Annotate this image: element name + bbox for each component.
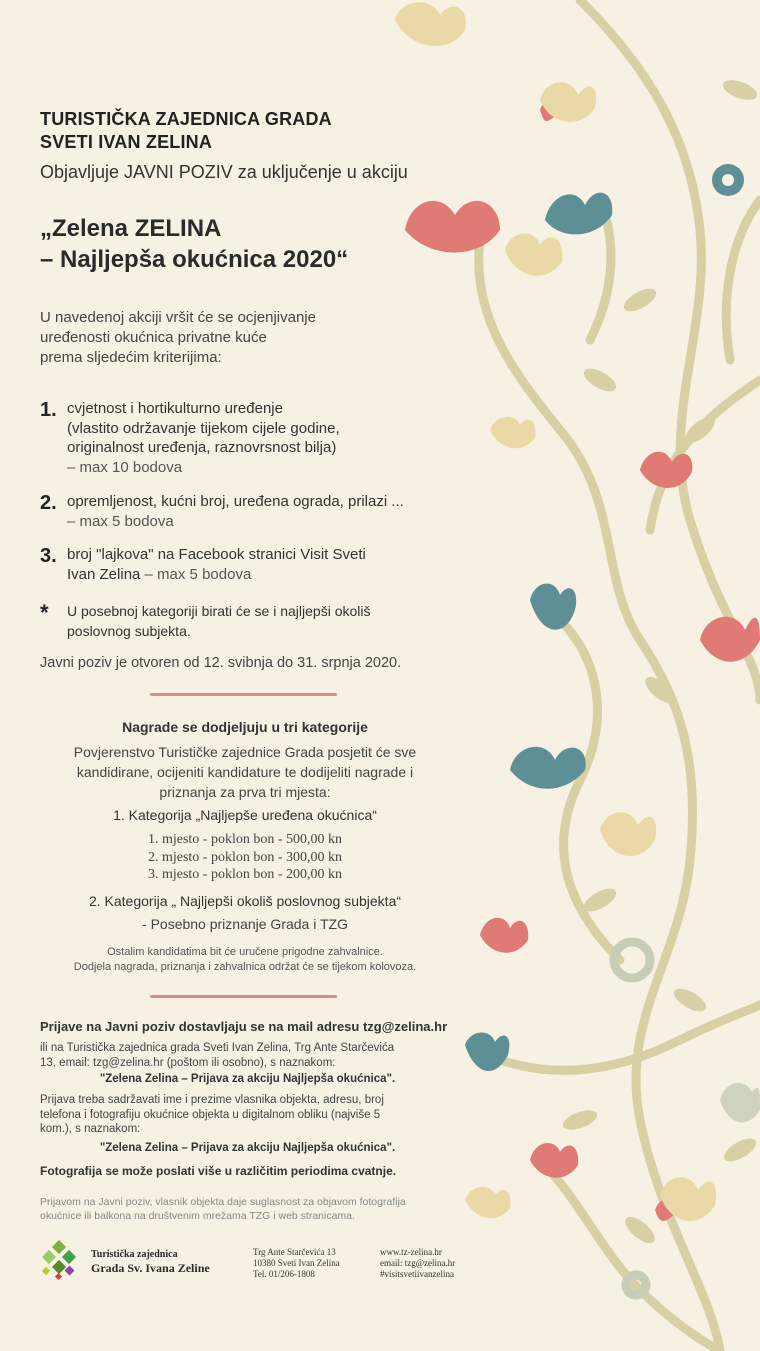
deadline-text: Javni poziv je otvoren od 12. svibnja do 31. srpnja 2020. xyxy=(40,655,402,671)
awards-description-line: priznanja za prva tri mjesta: xyxy=(159,784,331,800)
footer-address xyxy=(253,1247,340,1280)
asterisk-icon: * xyxy=(40,600,49,625)
logo-text xyxy=(91,1249,210,1275)
criterion-number: 3. xyxy=(40,545,57,567)
criterion-special xyxy=(40,601,460,641)
criterion-text: poslovnog subjekta. xyxy=(67,623,191,639)
organization-title xyxy=(40,108,332,154)
application-email-line: Prijave na Javni poziv dostavljaju se na mail adresu tzg@zelina.hr xyxy=(40,1019,448,1034)
awards-description-line: kandidirane, ocijeniti kandidature te dodijeliti nagrade i xyxy=(76,764,414,780)
application-requirements-line: Prijava treba sadržavati ime i prezime vlasnika objekta, adresu, broj xyxy=(40,1094,384,1106)
footer-website-link[interactable]: www.tz-zelina.hr xyxy=(380,1247,442,1257)
organization-title-line2: SVETI IVAN ZELINA xyxy=(40,132,213,152)
category-2-title: 2. Kategorija „ Najljepši okoliš poslovnog subjekta“ xyxy=(88,893,402,909)
place-prize: 1. mjesto - poklon bon - 500,00 kn xyxy=(147,832,343,847)
awards-description xyxy=(35,742,455,802)
consent-line: okućnice ili balkona na društvenim mrežama TZG i web stranicama. xyxy=(40,1209,355,1222)
awards-note-line: Dodjela nagrada, priznanja i zahvalnica održat će se tijekom kolovoza. xyxy=(73,960,417,973)
criterion-points: – max 10 bodova xyxy=(67,458,183,476)
action-title-line1: „Zelena ZELINA xyxy=(40,215,222,242)
application-requirements xyxy=(40,1093,455,1137)
criterion-points: – max 5 bodova xyxy=(144,565,252,583)
awards-description-line: Povjerenstvo Turističke zajednice Grada posjetit će sve xyxy=(73,744,417,760)
intro-line: U navedenoj akciji vršit će se ocjenjivanje xyxy=(40,309,316,326)
intro-line: uređenosti okućnica privatne kuće xyxy=(40,329,267,346)
place-prize: 2. mjesto - poklon bon - 300,00 kn xyxy=(147,849,343,865)
footer-address-line: 10380 Sveti Ivan Zelina xyxy=(253,1258,340,1268)
criterion-text: U posebnoj kategoriji birati će se i najljepši okoliš xyxy=(67,603,371,619)
criterion-text: Ivan Zelina xyxy=(67,565,141,583)
application-address xyxy=(40,1041,455,1070)
application-address-line: 13, email: tzg@zelina.hr (poštom ili osobno), s naznakom: xyxy=(40,1056,336,1069)
action-title-line2: – Najljepša okućnica 2020“ xyxy=(40,246,349,273)
criterion-text: opremljenost, kućni broj, uređena ograda, prilazi ... xyxy=(67,493,404,510)
footer-email-link[interactable]: email: tzg@zelina.hr xyxy=(380,1258,456,1268)
consent-line: Prijavom na Javni poziv, vlasnik objekta daje suglasnost za objavom fotografija xyxy=(40,1196,406,1208)
category-2-prize: - Posebno priznanje Grada i TZG xyxy=(142,916,348,932)
criterion-number: 2. xyxy=(40,492,57,514)
criterion-text: originalnost uređenja, raznovrsnost bilja) xyxy=(67,439,337,456)
criterion-text: broj "lajkova" na Facebook stranici Visit Sveti xyxy=(67,546,366,563)
application-label: "Zelena Zelina – Prijava za akciju Najljepša okućnica". xyxy=(99,1142,396,1154)
criterion-2 xyxy=(40,492,460,531)
criterion-text: (vlastito održavanje tijekom cijele godine, xyxy=(67,419,340,437)
footer-address-line: Trg Ante Starčevića 13 xyxy=(253,1247,336,1257)
footer-phone: Tel. 01/206-1808 xyxy=(253,1269,315,1279)
category-1-title: 1. Kategorija „Najljepše uređena okućnica“ xyxy=(113,807,377,823)
divider xyxy=(150,995,337,998)
logo-text-line1: Turistička zajednica xyxy=(91,1249,178,1260)
action-title xyxy=(40,213,348,275)
photo-note: Fotografija se može poslati više u različitim periodima cvatnje. xyxy=(40,1164,397,1178)
criterion-text: cvjetnost i hortikulturno uređenje xyxy=(67,400,283,417)
intro-text xyxy=(40,308,370,368)
application-address-line: ili na Turistička zajednica grada Sveti Ivan Zelina, Trg Ante Starčevića xyxy=(40,1042,395,1054)
criterion-1 xyxy=(40,399,460,477)
category-1-places xyxy=(35,831,455,884)
awards-note xyxy=(35,945,455,974)
divider xyxy=(150,693,337,696)
criterion-points: – max 5 bodova xyxy=(67,512,174,530)
footer-contact xyxy=(380,1247,455,1280)
awards-heading: Nagrade se dodjeljuju u tri kategorije xyxy=(122,719,368,735)
awards-note-line: Ostalim kandidatima bit će uručene prigodne zahvalnice. xyxy=(107,946,383,958)
place-prize: 3. mjesto - poklon bon - 200,00 kn xyxy=(147,867,343,882)
tourist-board-logo-icon xyxy=(40,1240,80,1282)
organization-title-line1: TURISTIČKA ZAJEDNICA GRADA xyxy=(40,109,332,129)
consent-note xyxy=(40,1196,455,1223)
application-label: "Zelena Zelina – Prijava za akciju Najljepša okućnica". xyxy=(99,1073,396,1085)
application-requirements-line: kom.), s naznakom: xyxy=(40,1123,141,1135)
criterion-number: 1. xyxy=(40,399,57,421)
application-requirements-line: telefona i fotografiju okućnice objekta u digitalnom obliku (najviše 5 xyxy=(40,1108,381,1121)
footer-hashtag: #visitsvetiivanzelina xyxy=(380,1269,454,1279)
logo-text-line2: Grada Sv. Ivana Zeline xyxy=(91,1261,210,1275)
subtitle: Objavljuje JAVNI POZIV za uključenje u akciju xyxy=(40,162,408,182)
intro-line: prema sljedećim kriterijima: xyxy=(40,349,222,366)
criterion-3 xyxy=(40,545,460,584)
